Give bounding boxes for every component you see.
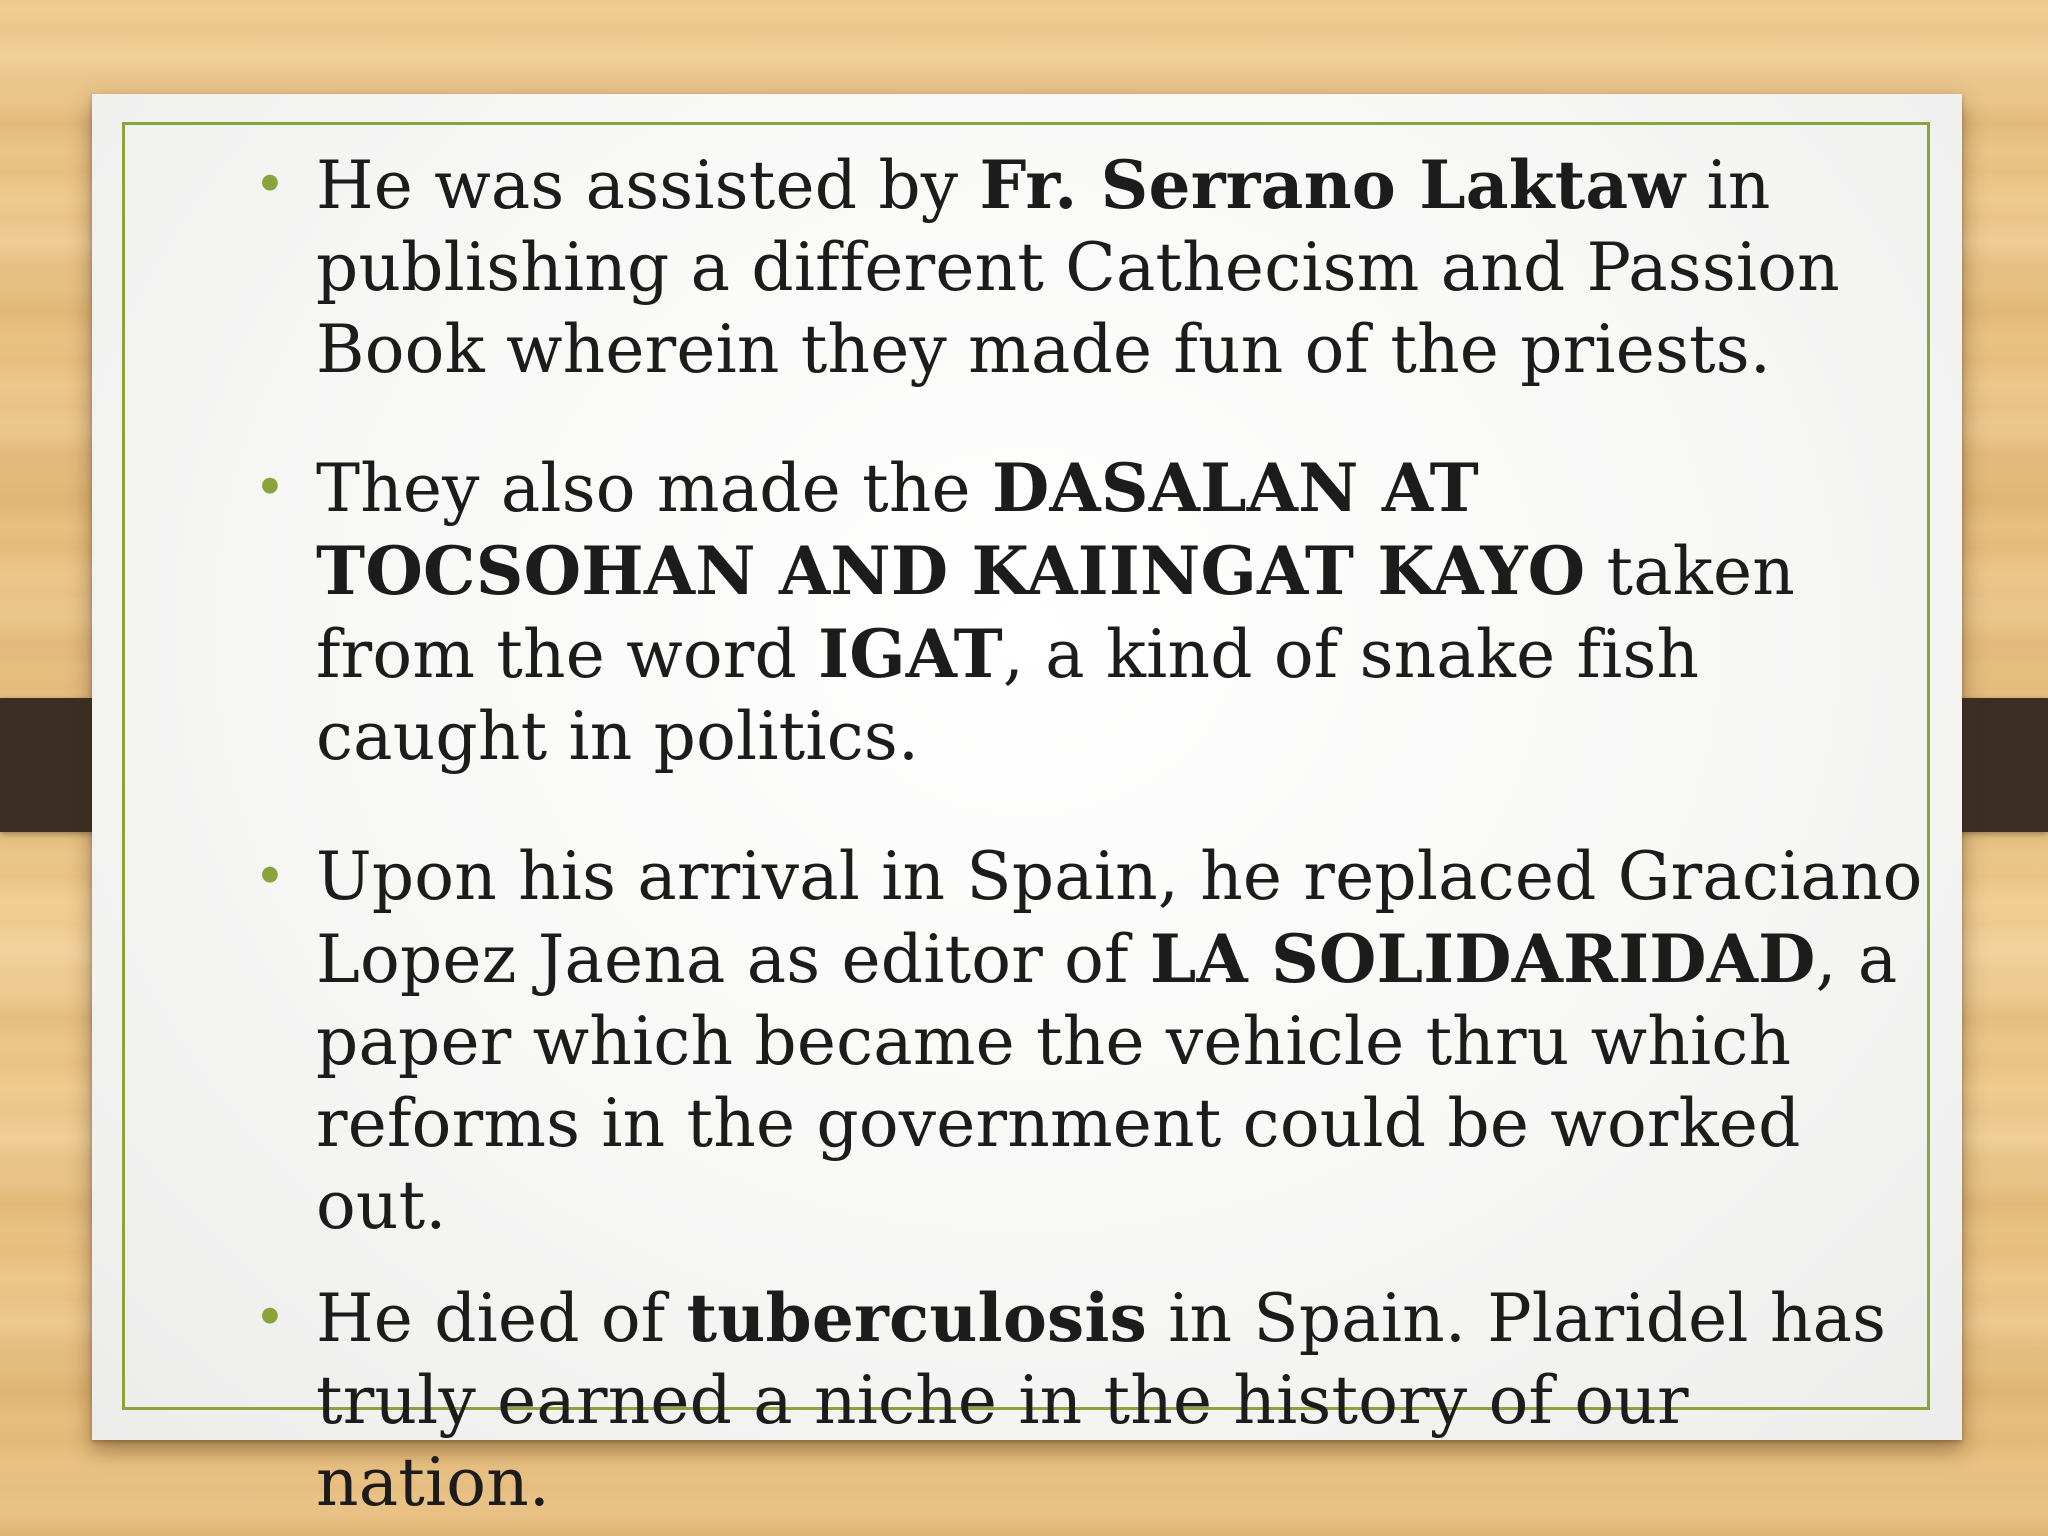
- slide-paper: [92, 94, 1962, 1521]
- bullet-dot-icon: •: [254, 456, 287, 519]
- bullet-2-bold-word: IGAT: [818, 615, 1003, 693]
- bullet-2-bold-title: DASALAN AT TOCSOHAN AND KAIINGAT KAYO: [316, 449, 1586, 610]
- bullet-2-text-rest: , a kind of snake fish caught in politics.: [316, 616, 1700, 775]
- bullet-item-4: [214, 1277, 1934, 1524]
- slide-content: [214, 144, 1934, 1524]
- bullet-dot-icon: •: [254, 1286, 287, 1349]
- bullet-dot-icon: •: [254, 845, 287, 908]
- bullet-item-3: [214, 836, 1934, 1247]
- bullet-3-text: Upon his arrival in Spain, he replaced Graciano Lopez Jaena as editor of: [316, 838, 1923, 998]
- bullet-4-text-rest: in Spain. Plaridel has truly earned a niche in the history of our nation.: [316, 1280, 1887, 1521]
- bullet-1-text-rest: in publishing a different Cathecism and Passion Book wherein they made fun of the priests.: [316, 147, 1840, 388]
- bullet-1-bold: Fr. Serrano Laktaw: [979, 146, 1686, 224]
- bullet-2-text: They also made the: [316, 450, 992, 527]
- bullet-4-bold: tuberculosis: [686, 1279, 1148, 1357]
- bullet-3-text-rest: , a paper which became the vehicle thru which reforms in the government could be worked out.: [316, 921, 1898, 1244]
- bullet-list: [214, 144, 1934, 1524]
- bullet-3-bold: LA SOLIDARIDAD: [1149, 920, 1816, 998]
- bullet-dot-icon: •: [254, 153, 287, 216]
- bullet-item-1: [214, 144, 1934, 391]
- bullet-4-text: He died of: [316, 1280, 687, 1357]
- bullet-2-text-mid: taken from the word: [316, 533, 1795, 693]
- bullet-1-text: He was assisted by: [316, 147, 980, 224]
- bullet-item-2: [214, 447, 1934, 778]
